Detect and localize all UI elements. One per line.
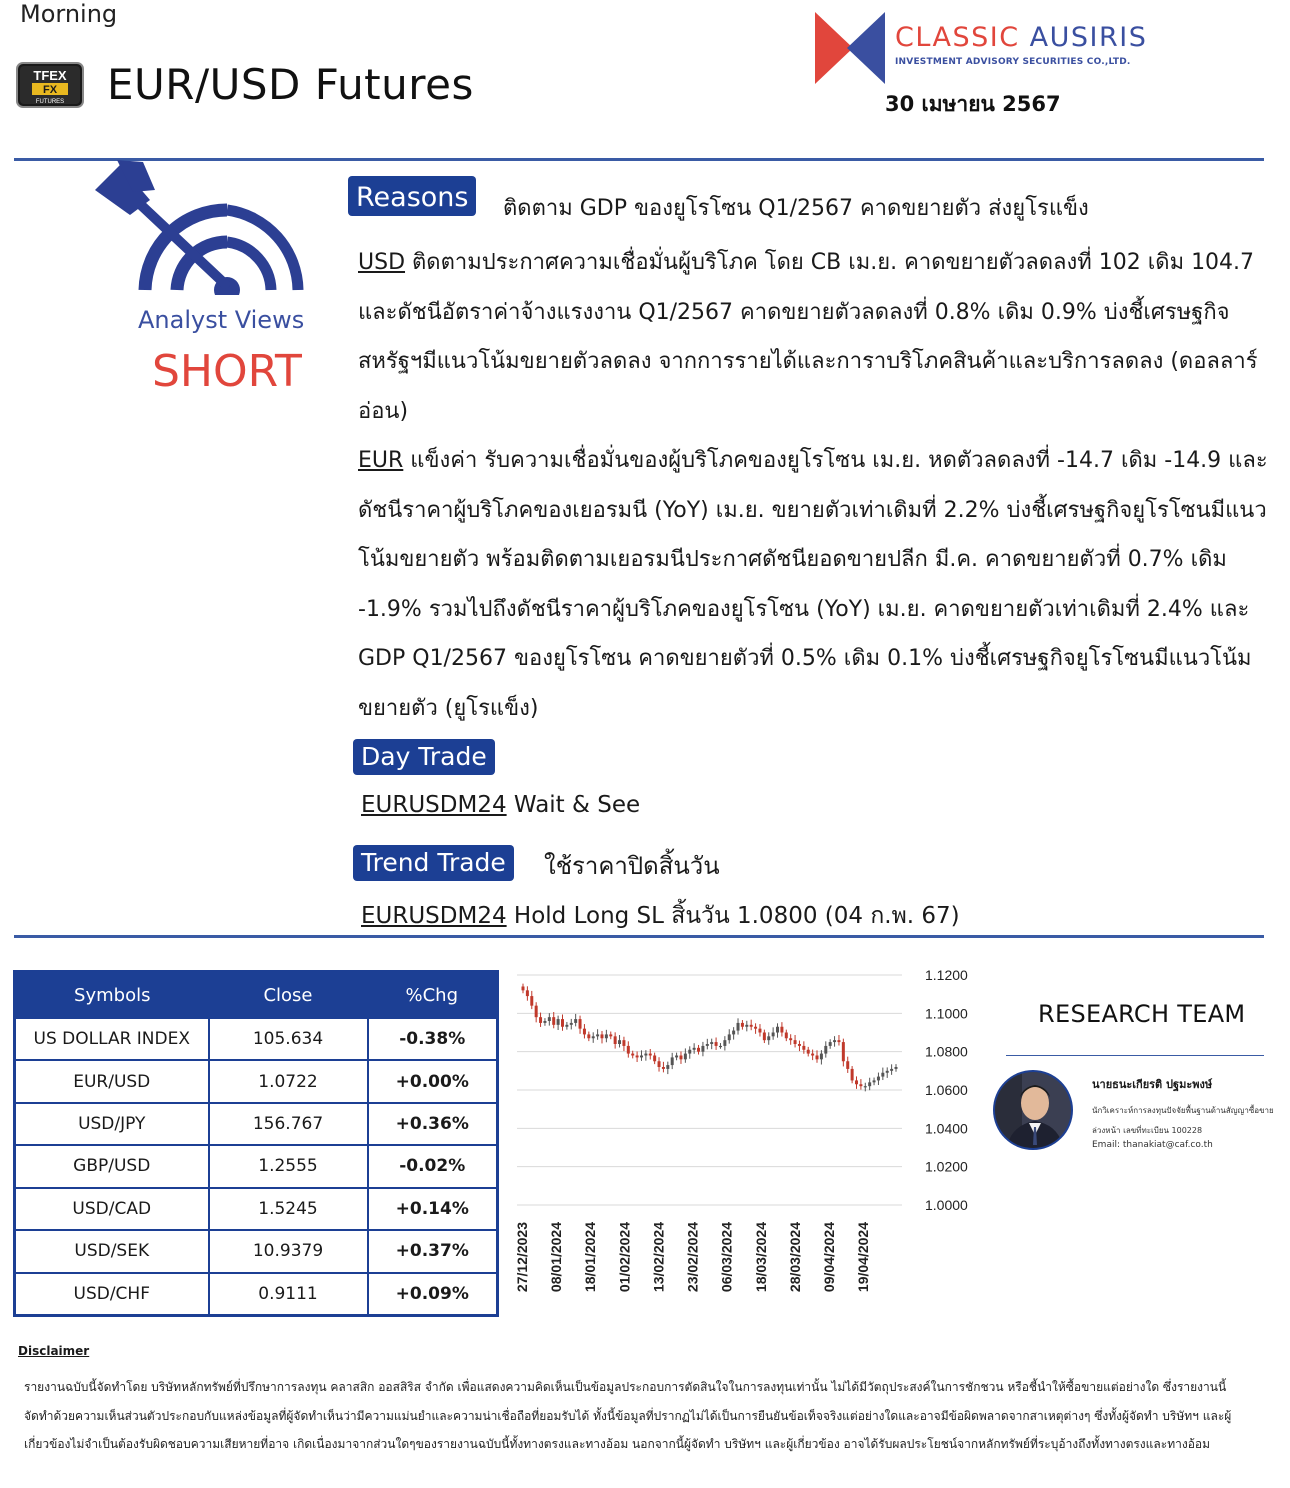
candle-body	[767, 1036, 770, 1040]
table-row	[15, 1145, 498, 1187]
analyst-position: นักวิเคราะห์การลงทุนปัจจัยพื้นฐานด้านสัญญาซื้อขายล่วงหน้า เลขที่ทะเบียน 100228	[1092, 1106, 1274, 1135]
candle-body	[631, 1054, 634, 1056]
symbol-cell: USD/CHF	[15, 1273, 209, 1316]
x-tick-label: 19/04/2024	[855, 1222, 872, 1293]
candle-body	[583, 1029, 586, 1035]
candle-body	[543, 1021, 546, 1023]
candle-body	[539, 1017, 542, 1023]
candle-body	[798, 1044, 801, 1046]
analyst-view-value: SHORT	[152, 346, 302, 397]
candle-body	[561, 1019, 564, 1027]
candle-body	[640, 1056, 643, 1058]
x-tick-label: 18/03/2024	[752, 1222, 769, 1293]
reasons-label: Reasons	[348, 176, 476, 216]
candle-body	[732, 1031, 735, 1035]
brand-logo-icon	[815, 12, 885, 84]
x-tick-label: 28/03/2024	[786, 1222, 803, 1293]
candle-body	[579, 1019, 582, 1029]
close-cell: 1.2555	[209, 1145, 368, 1187]
y-tick-label: 1.0600	[925, 1082, 968, 1098]
candle-body	[772, 1033, 775, 1037]
candle-body	[587, 1034, 590, 1038]
candle-body	[868, 1082, 871, 1086]
brand-name-second: AUSIRIS	[1029, 22, 1148, 53]
candle-body	[649, 1054, 652, 1056]
candle-body	[618, 1040, 621, 1044]
candle-body	[574, 1019, 577, 1023]
table-row	[15, 1018, 498, 1060]
eurusd-price-chart	[505, 960, 985, 1320]
eur-paragraph	[358, 436, 1270, 733]
x-tick-label: 08/01/2024	[548, 1222, 565, 1293]
candle-body	[816, 1056, 819, 1060]
candle-body	[565, 1025, 568, 1027]
target-arrow-icon	[95, 160, 305, 295]
candle-body	[706, 1044, 709, 1046]
y-tick-label: 1.0000	[925, 1197, 968, 1213]
candle-body	[596, 1034, 599, 1036]
candle-body	[851, 1069, 854, 1081]
candle-body	[785, 1033, 788, 1039]
usd-text: ติดตามประกาศความเชื่อมั่นผู้บริโภค โดย CB เม.ย. คาดขยายตัวลดลงที่ 102 เดิม 104.7 และดัชนีอัตราค่าจ้างแรงงาน Q1/2567 คาดขยายตัวลดลงที่ 0.8% เดิม 0.9% บ่งชี้เศรษฐกิจสหรัฐฯมีแนวโน้มขยายตัวลดลง จากการรายได้และการาบริโภคสินค้าและบริการลดลง (ดอลลาร์อ่อน)	[358, 250, 1258, 424]
candle-body	[881, 1073, 884, 1077]
page-title: EUR/USD Futures	[107, 60, 474, 109]
candle-body	[780, 1027, 783, 1033]
x-tick-label: 13/02/2024	[650, 1222, 667, 1293]
candle-body	[824, 1046, 827, 1054]
tfex-logo-icon	[16, 62, 84, 108]
candle-body	[776, 1027, 779, 1033]
candle-body	[622, 1040, 625, 1046]
candle-body	[728, 1034, 731, 1040]
chg-cell: -0.02%	[368, 1145, 498, 1187]
candle-body	[855, 1080, 858, 1084]
symbol-cell: USD/CAD	[15, 1188, 209, 1230]
candle-body	[811, 1054, 814, 1056]
candle-body	[627, 1046, 630, 1054]
quotes-table	[13, 970, 499, 1317]
candle-body	[666, 1065, 669, 1069]
candle-body	[895, 1067, 898, 1069]
candle-body	[873, 1080, 876, 1082]
candle-body	[644, 1054, 647, 1056]
symbol-cell: EUR/USD	[15, 1060, 209, 1102]
candle-body	[842, 1042, 845, 1061]
candle-body	[833, 1040, 836, 1042]
table-row	[15, 1230, 498, 1272]
candle-body	[794, 1040, 797, 1044]
analyst-photo-icon	[992, 1069, 1074, 1151]
candle-body	[662, 1067, 665, 1069]
tfex-logo-line1: TFEX	[33, 68, 67, 83]
candle-body	[552, 1017, 555, 1025]
analyst-name: นายธนะเกียรติ ปฐมะพงษ์	[1092, 1078, 1213, 1091]
day-trade-label: Day Trade	[353, 739, 495, 775]
candle-body	[530, 996, 533, 1006]
candle-body	[653, 1056, 656, 1062]
chg-cell: +0.37%	[368, 1230, 498, 1272]
edition-label: Morning	[20, 0, 118, 28]
x-tick-label: 01/02/2024	[616, 1222, 633, 1293]
brand-name-first: CLASSIC	[895, 22, 1020, 53]
candle-body	[737, 1023, 740, 1031]
candle-body	[837, 1040, 840, 1042]
candle-body	[609, 1034, 612, 1036]
reasons-headline: ติดตาม GDP ของยูโรโซน Q1/2567 คาดขยายตัว ส่งยูโรแข็ง	[503, 196, 1089, 221]
x-tick-label: 18/01/2024	[582, 1222, 599, 1293]
close-cell: 1.5245	[209, 1188, 368, 1230]
candle-body	[600, 1034, 603, 1038]
table-row	[15, 1060, 498, 1102]
candle-body	[754, 1027, 757, 1029]
content-divider	[14, 935, 1264, 938]
candle-body	[684, 1054, 687, 1060]
candle-body	[829, 1042, 832, 1046]
trend-trade-symbol: EURUSDM24	[361, 903, 507, 929]
candle-body	[710, 1042, 713, 1044]
x-tick-label: 23/02/2024	[684, 1222, 701, 1293]
candle-body	[723, 1040, 726, 1046]
close-cell: 1.0722	[209, 1060, 368, 1102]
candle-body	[864, 1086, 867, 1087]
candle-body	[697, 1048, 700, 1052]
candle-body	[890, 1069, 893, 1071]
candle-body	[605, 1034, 608, 1038]
candle-body	[675, 1056, 678, 1058]
usd-paragraph	[358, 238, 1270, 436]
header-chg: %Chg	[368, 972, 498, 1019]
candle-body	[570, 1023, 573, 1025]
candle-body	[859, 1084, 862, 1086]
table-row	[15, 1103, 498, 1145]
candle-body	[679, 1056, 682, 1060]
candle-body	[701, 1046, 704, 1052]
candle-body	[741, 1023, 744, 1027]
symbol-cell: US DOLLAR INDEX	[15, 1018, 209, 1060]
candle-body	[758, 1029, 761, 1033]
analyst-email: Email: thanakiat@caf.co.th	[1092, 1140, 1213, 1150]
day-trade-symbol: EURUSDM24	[361, 792, 507, 818]
y-tick-label: 1.1200	[925, 967, 968, 983]
eur-text: แข็งค่า รับความเชื่อมั่นของผู้บริโภคของยูโรโซน เม.ย. หดตัวลดลงที่ -14.7 เดิม -14.9 และดัชนีราคาผู้บริโภคของเยอรมนี (YoY) เม.ย. ขยายตัวเท่าเดิมที่ 2.2% บ่งชี้เศรษฐกิจยูโรโซนมีแนวโน้มขยายตัว พร้อมติดตามเยอรมนีประกาศดัชนียอดขายปลีก มี.ค. คาดขยายตัวที่ 0.7% เดิม -1.9% รวมไปถึงดัชนีราคาผู้บริโภคของยูโรโซน (YoY) เม.ย. คาดขยายตัวเท่าเดิมที่ 2.4% และ GDP Q1/2567 ของยูโรโซน คาดขยายตัวที่ 0.5% เดิม 0.1% บ่งชี้เศรษฐกิจยูโรโซนมีแนวโน้มขยายตัว (ยูโรแข็ง)	[358, 448, 1268, 721]
candle-body	[671, 1057, 674, 1065]
candle-body	[750, 1025, 753, 1027]
candle-body	[820, 1054, 823, 1060]
x-tick-label: 27/12/2023	[514, 1222, 530, 1293]
report-date: 30 เมษายน 2567	[885, 92, 1061, 116]
symbol-cell: USD/JPY	[15, 1103, 209, 1145]
tfex-logo-line2: FX	[42, 84, 58, 96]
y-tick-label: 1.0200	[925, 1158, 968, 1175]
tfex-logo-line3: FUTURES	[35, 99, 65, 105]
close-cell: 156.767	[209, 1103, 368, 1145]
trend-trade-label: Trend Trade	[353, 845, 514, 881]
chg-cell: +0.00%	[368, 1060, 498, 1102]
candle-body	[877, 1077, 880, 1081]
candle-body	[526, 990, 529, 996]
candle-body	[745, 1025, 748, 1027]
y-tick-label: 1.0800	[925, 1043, 968, 1060]
candle-body	[614, 1036, 617, 1044]
eur-tag: EUR	[358, 448, 404, 473]
research-team-title: RESEARCH TEAM	[1038, 1000, 1246, 1028]
header-close: Close	[209, 972, 368, 1019]
candle-body	[693, 1048, 696, 1050]
quotes-header-row	[15, 972, 498, 1019]
chg-cell: +0.14%	[368, 1188, 498, 1230]
candle-body	[548, 1017, 551, 1021]
analyst-views-label: Analyst Views	[138, 306, 305, 334]
table-row	[15, 1188, 498, 1230]
y-tick-label: 1.0400	[925, 1120, 968, 1137]
y-tick-label: 1.1000	[925, 1005, 968, 1022]
day-trade-action: Wait & See	[506, 792, 641, 818]
chg-cell: -0.38%	[368, 1018, 498, 1060]
candle-body	[802, 1046, 805, 1050]
candle-body	[688, 1050, 691, 1054]
x-tick-label: 09/04/2024	[821, 1222, 838, 1293]
chg-cell: +0.36%	[368, 1103, 498, 1145]
candle-body	[636, 1056, 639, 1058]
close-cell: 0.9111	[209, 1273, 368, 1316]
brand-name	[895, 22, 1147, 53]
x-tick-label: 06/03/2024	[718, 1222, 735, 1293]
day-trade-line	[361, 792, 640, 818]
header-symbols: Symbols	[15, 972, 209, 1019]
candle-body	[535, 1006, 538, 1018]
candle-body	[789, 1038, 792, 1040]
candle-body	[719, 1046, 722, 1047]
candle-body	[807, 1050, 810, 1054]
trend-trade-action: Hold Long SL สิ้นวัน 1.0800 (04 ก.พ. 67)	[506, 903, 960, 929]
trend-trade-line	[361, 898, 960, 934]
close-cell: 10.9379	[209, 1230, 368, 1272]
candle-body	[715, 1042, 718, 1046]
trend-trade-note: ใช้ราคาปิดสิ้นวัน	[544, 852, 720, 880]
brand-subtitle: INVESTMENT ADVISORY SECURITIES CO.,LTD.	[895, 57, 1131, 67]
candle-body	[557, 1019, 560, 1025]
disclaimer-text: รายงานฉบับนี้จัดทำโดย บริษัทหลักทรัพย์ที่ปรึกษาการลงทุน คลาสสิก ออสสิริส จำกัด เพื่อแสดงความคิดเห็นเป็นข้อมูลประกอบการตัดสินใจในการลงทุนเท่านั้น ไม่ได้มีวัตถุประสงค์ในการชักชวน หรือชี้นำให้ซื้อขายแต่อย่างใด ซึ่งรายงานนี้ จัดทำด้วยความเห็นส่วนตัวประกอบกับแหล่งข้อมูลที่ผู้จัดทำเห็นว่ามีความแม่นยำและความน่าเชื่อถือที่ยอมรับได้ ทั้งนี้ข้อมูลที่ปรากฏไม่ได้เป็นการยืนยันข้อเท็จจริงแต่อย่างใดและอาจมีข้อผิดพลาดจากสาเหตุต่างๆ ซึ่งทั้งผู้จัดทำ บริษัทฯ และผู้เกี่ยวข้องไม่จำเป็นต้องรับผิดชอบความเสียหายที่อาจ เกิดเนื่องมาจากส่วนใดๆของรายงานฉบับนี้ทั้งทางตรงและทางอ้อม นอกจากนี้ผู้จัดทำ บริษัทฯ และผู้เกี่ยวข้อง อาจได้รับผลประโยชน์จากหลักทรัพย์ที่ระบุอ้างถึงทั้งทางตรงและทางอ้อม	[24, 1380, 1232, 1451]
symbol-cell: GBP/USD	[15, 1145, 209, 1187]
candle-body	[658, 1061, 661, 1067]
candle-body	[763, 1033, 766, 1041]
usd-tag: USD	[358, 250, 406, 275]
candle-body	[522, 987, 525, 991]
candle-body	[592, 1036, 595, 1038]
disclaimer-heading: Disclaimer	[18, 1344, 90, 1358]
research-team-divider	[1006, 1055, 1264, 1056]
candle-body	[846, 1061, 849, 1069]
table-row	[15, 1273, 498, 1316]
chg-cell: +0.09%	[368, 1273, 498, 1316]
symbol-cell: USD/SEK	[15, 1230, 209, 1272]
close-cell: 105.634	[209, 1018, 368, 1060]
candle-body	[886, 1071, 889, 1073]
